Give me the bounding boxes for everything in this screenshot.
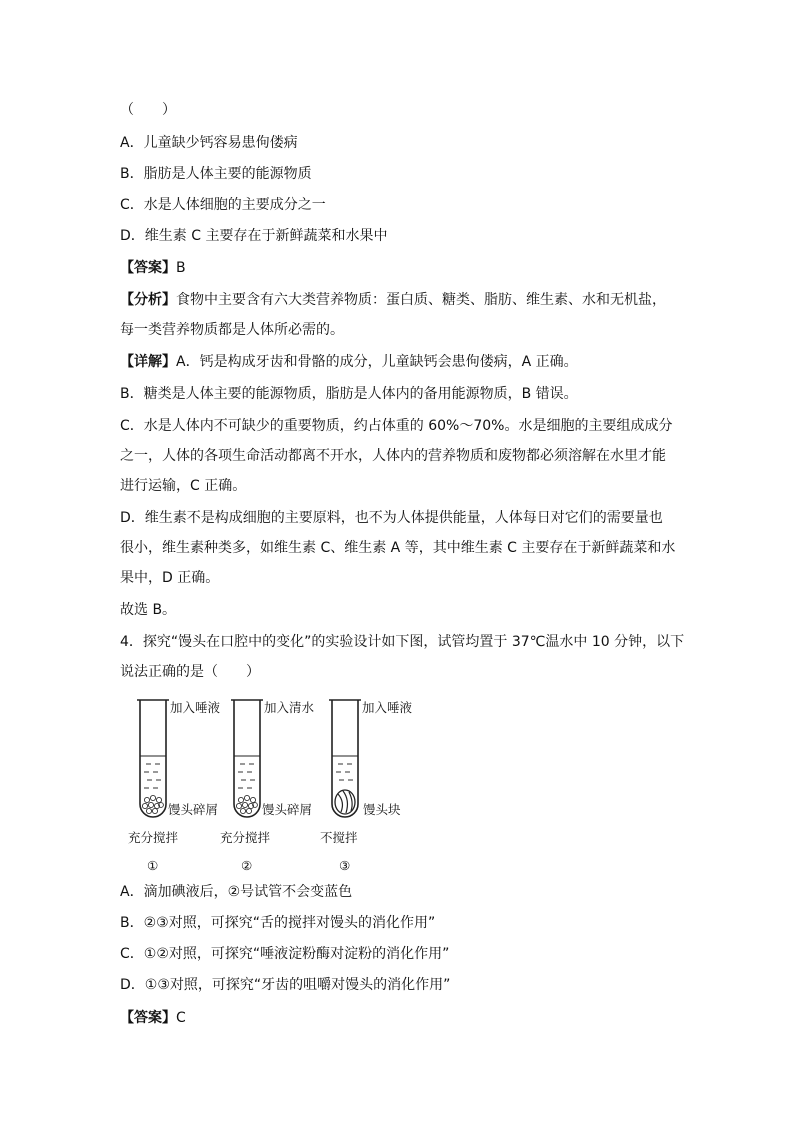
tube-2-bottom-label: 充分搅拌: [220, 830, 271, 845]
q4-option-b: B．②③对照，可探究“舌的搅拌对馒头的消化作用”: [120, 915, 436, 931]
analysis-line-1: [120, 290, 666, 310]
tube-3-number: ③: [339, 858, 351, 873]
detail-line-b: B．糖类是人体主要的能源物质，脂肪是人体内的备用能源物质，B 错误。: [120, 386, 578, 402]
tube-3-top-label: 加入唾液: [362, 700, 413, 715]
q4-stem-line-1: 4．探究“馒头在口腔中的变化”的实验设计如下图，试管均置于 37℃温水中 10 分钟，以下: [120, 634, 685, 650]
conclusion-line: 故选 B。: [120, 602, 177, 618]
analysis-line-2: 每一类营养物质都是人体所必需的。: [120, 322, 344, 338]
detail-line-c1: C．水是人体内不可缺少的重要物质，约占体重的 60%～70%。水是细胞的主要组成成分: [120, 418, 673, 434]
answer-tag: 【答案】: [120, 260, 176, 276]
tube-1-bottom-label: 充分搅拌: [128, 830, 179, 845]
tube-3-side-label: 馒头块: [363, 802, 401, 817]
q4-answer-value: C: [176, 1010, 186, 1026]
tube-2-side-label: 馒头碎屑: [262, 802, 313, 817]
option-c: C．水是人体细胞的主要成分之一: [120, 197, 326, 213]
tube-1-top-label: 加入唾液: [170, 700, 221, 715]
question-paren: （ ）: [120, 102, 176, 118]
answer-line: [120, 258, 186, 278]
detail-line-d1: D．维生素不是构成细胞的主要原料，也不为人体提供能量，人体每日对它们的需要量也: [120, 510, 663, 526]
detail-line-c2: 之一，人体的各项生命活动都离不开水，人体内的营养物质和废物都必须溶解在水里才能: [120, 448, 666, 464]
tube-2-number: ②: [241, 858, 253, 873]
option-b: B．脂肪是人体主要的能源物质: [120, 166, 312, 182]
tube-1-side-label: 馒头碎屑: [168, 802, 219, 817]
q4-stem-line-2: 说法正确的是（ ）: [120, 664, 260, 680]
q4-answer-tag: 【答案】: [120, 1010, 176, 1026]
tube-2-top-label: 加入清水: [264, 700, 315, 715]
analysis-text-1: 食物中主要含有六大类营养物质：蛋白质、糖类、脂肪、维生素、水和无机盐，: [176, 292, 666, 308]
detail-line-c3: 进行运输，C 正确。: [120, 478, 247, 494]
q4-option-d: D．①③对照，可探究“牙齿的咀嚼对馒头的消化作用”: [120, 977, 451, 993]
test-tube-3: [320, 700, 413, 873]
detail-line-a: [120, 352, 578, 372]
test-tube-1: [128, 700, 221, 873]
tube-1-number: ①: [147, 858, 159, 873]
test-tube-2: [220, 700, 315, 873]
analysis-tag: 【分析】: [120, 292, 176, 308]
bread-chunk: [335, 790, 355, 814]
test-tube-figure: [120, 694, 440, 874]
detail-text-a: A．钙是构成牙齿和骨骼的成分，儿童缺钙会患佝偻病，A 正确。: [176, 354, 578, 370]
detail-line-d2: 很小，维生素种类多，如维生素 C、维生素 A 等，其中维生素 C 主要存在于新鲜蔬菜和水: [120, 540, 676, 556]
q4-option-a: A．滴加碘液后，②号试管不会变蓝色: [120, 884, 353, 900]
detail-tag: 【详解】: [120, 354, 176, 370]
q4-answer-line: [120, 1008, 186, 1028]
option-d: D．维生素 C 主要存在于新鲜蔬菜和水果中: [120, 228, 388, 244]
q4-option-c: C．①②对照，可探究“唾液淀粉酶对淀粉的消化作用”: [120, 946, 450, 962]
detail-line-d3: 果中，D 正确。: [120, 570, 220, 586]
bread-crumbs-1: [142, 795, 163, 813]
bread-crumbs-2: [236, 795, 257, 813]
option-a: A．儿童缺少钙容易患佝偻病: [120, 135, 298, 151]
tube-3-bottom-label: 不搅拌: [320, 830, 358, 845]
answer-value: B: [176, 260, 186, 276]
